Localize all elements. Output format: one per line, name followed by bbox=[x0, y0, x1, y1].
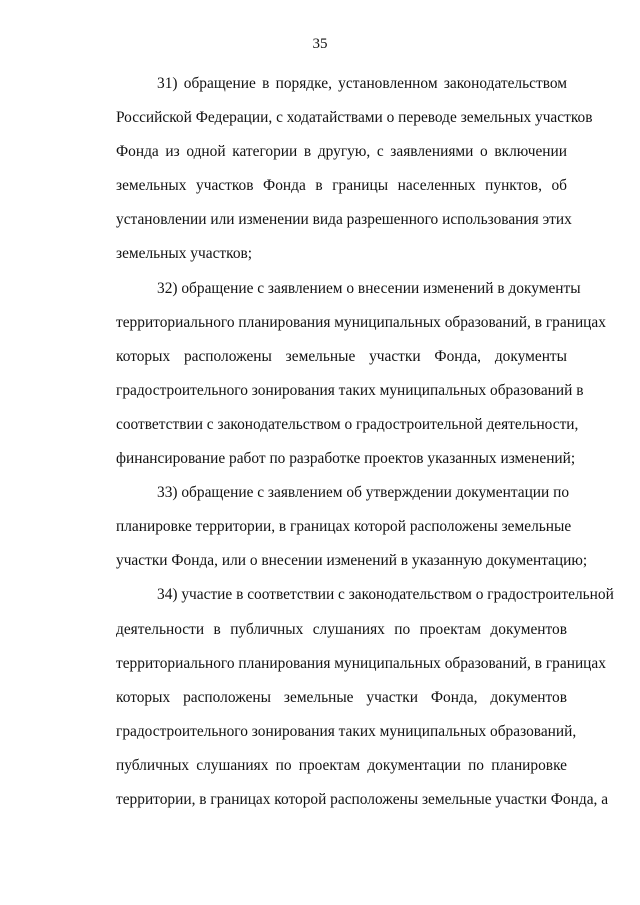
paragraph-33 bbox=[75, 476, 588, 578]
text-line: 33) обращение с заявлением об утверждении документации по bbox=[157, 484, 570, 502]
text-line: территории, в границах которой расположены земельные участки Фонда, а bbox=[116, 790, 609, 808]
text-line: территориального планирования муниципальных образований, в границах bbox=[116, 313, 606, 331]
text-line: земельных участков; bbox=[116, 245, 253, 263]
text-line: территориального планирования муниципальных образований, в границах bbox=[116, 654, 606, 672]
text-line: установлении или изменении вида разрешенного использования этих bbox=[116, 211, 572, 229]
text-line: градостроительного зонирования таких муниципальных образований, bbox=[116, 722, 577, 740]
text-line: которых расположены земельные участки Фонда, документы bbox=[116, 347, 567, 365]
text-line: Фонда из одной категории в другую, с заявлениями о включении bbox=[116, 143, 567, 161]
paragraph-32 bbox=[75, 272, 606, 477]
text-line: градостроительного зонирования таких муниципальных образований в bbox=[116, 381, 584, 399]
text-line: финансирование работ по разработке проектов указанных изменений; bbox=[116, 450, 576, 468]
text-line: публичных слушаниях по проектам документации по планировке bbox=[116, 756, 567, 774]
text-line: которых расположены земельные участки Фонда, документов bbox=[116, 688, 567, 706]
text-line: планировке территории, в границах которой расположены земельные bbox=[116, 518, 572, 536]
text-line: 31) обращение в порядке, установленном законодательством bbox=[157, 75, 567, 92]
page-number: 35 bbox=[312, 36, 328, 52]
paragraph-31 bbox=[75, 67, 593, 272]
paragraph-34 bbox=[75, 578, 614, 817]
text-line: земельных участков Фонда в границы населенных пунктов, об bbox=[116, 177, 567, 195]
text-line: Российской Федерации, с ходатайствами о переводе земельных участков bbox=[116, 109, 593, 127]
body-text bbox=[75, 67, 614, 817]
text-line: деятельности в публичных слушаниях по проектам документов bbox=[116, 620, 567, 638]
text-line: 32) обращение с заявлением о внесении изменений в документы bbox=[157, 279, 581, 297]
text-line: 34) участие в соответствии с законодательством о градостроительной bbox=[157, 586, 614, 604]
text-line: соответствии с законодательством о градостроительной деятельности, bbox=[116, 415, 579, 433]
text-line: участки Фонда, или о внесении изменений в указанную документацию; bbox=[116, 552, 588, 570]
